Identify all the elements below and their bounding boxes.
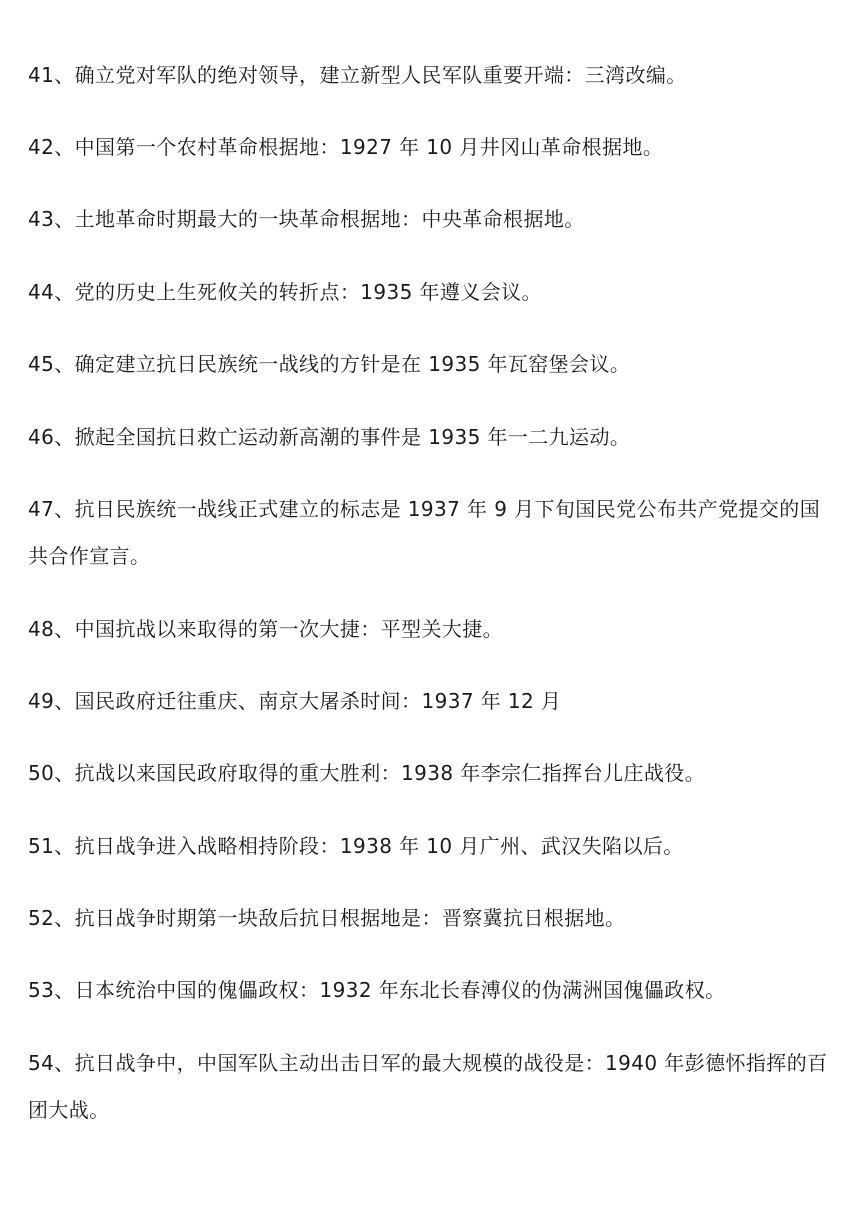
- list-item-44: 44、党的历史上生死攸关的转折点：1935 年遵义会议。: [28, 280, 542, 304]
- list-item-54: 54、抗日战争中，中国军队主动出击日军的最大规模的战役是：1940 年彭德怀指挥的百团大战。: [28, 1051, 828, 1122]
- list-item-47: 47、抗日民族统一战线正式建立的标志是 1937 年 9 月下旬国民党公布共产党提交的国共合作宣言。: [28, 497, 821, 568]
- list-item-52: 52、抗日战争时期第一块敌后抗日根据地是：晋察冀抗日根据地。: [28, 906, 626, 930]
- list-item-48: 48、中国抗战以来取得的第一次大捷：平型关大捷。: [28, 617, 504, 641]
- list-item-41: 41、确立党对军队的绝对领导，建立新型人民军队重要开端：三湾改编。: [28, 63, 687, 87]
- list-item-53: 53、日本统治中国的傀儡政权：1932 年东北长春溥仪的伪满洲国傀儡政权。: [28, 978, 726, 1002]
- list-item-50: 50、抗战以来国民政府取得的重大胜利：1938 年李宗仁指挥台儿庄战役。: [28, 761, 706, 785]
- list-item-49: 49、国民政府迁往重庆、南京大屠杀时间：1937 年 12 月: [28, 689, 562, 713]
- list-item-42: 42、中国第一个农村革命根据地：1927 年 10 月井冈山革命根据地。: [28, 135, 664, 159]
- list-item-45: 45、确定建立抗日民族统一战线的方针是在 1935 年瓦窑堡会议。: [28, 352, 631, 376]
- list-item-43: 43、土地革命时期最大的一块革命根据地：中央革命根据地。: [28, 207, 585, 231]
- list-item-46: 46、掀起全国抗日救亡运动新高潮的事件是 1935 年一二九运动。: [28, 425, 631, 449]
- list-item-51: 51、抗日战争进入战略相持阶段：1938 年 10 月广州、武汉失陷以后。: [28, 834, 684, 858]
